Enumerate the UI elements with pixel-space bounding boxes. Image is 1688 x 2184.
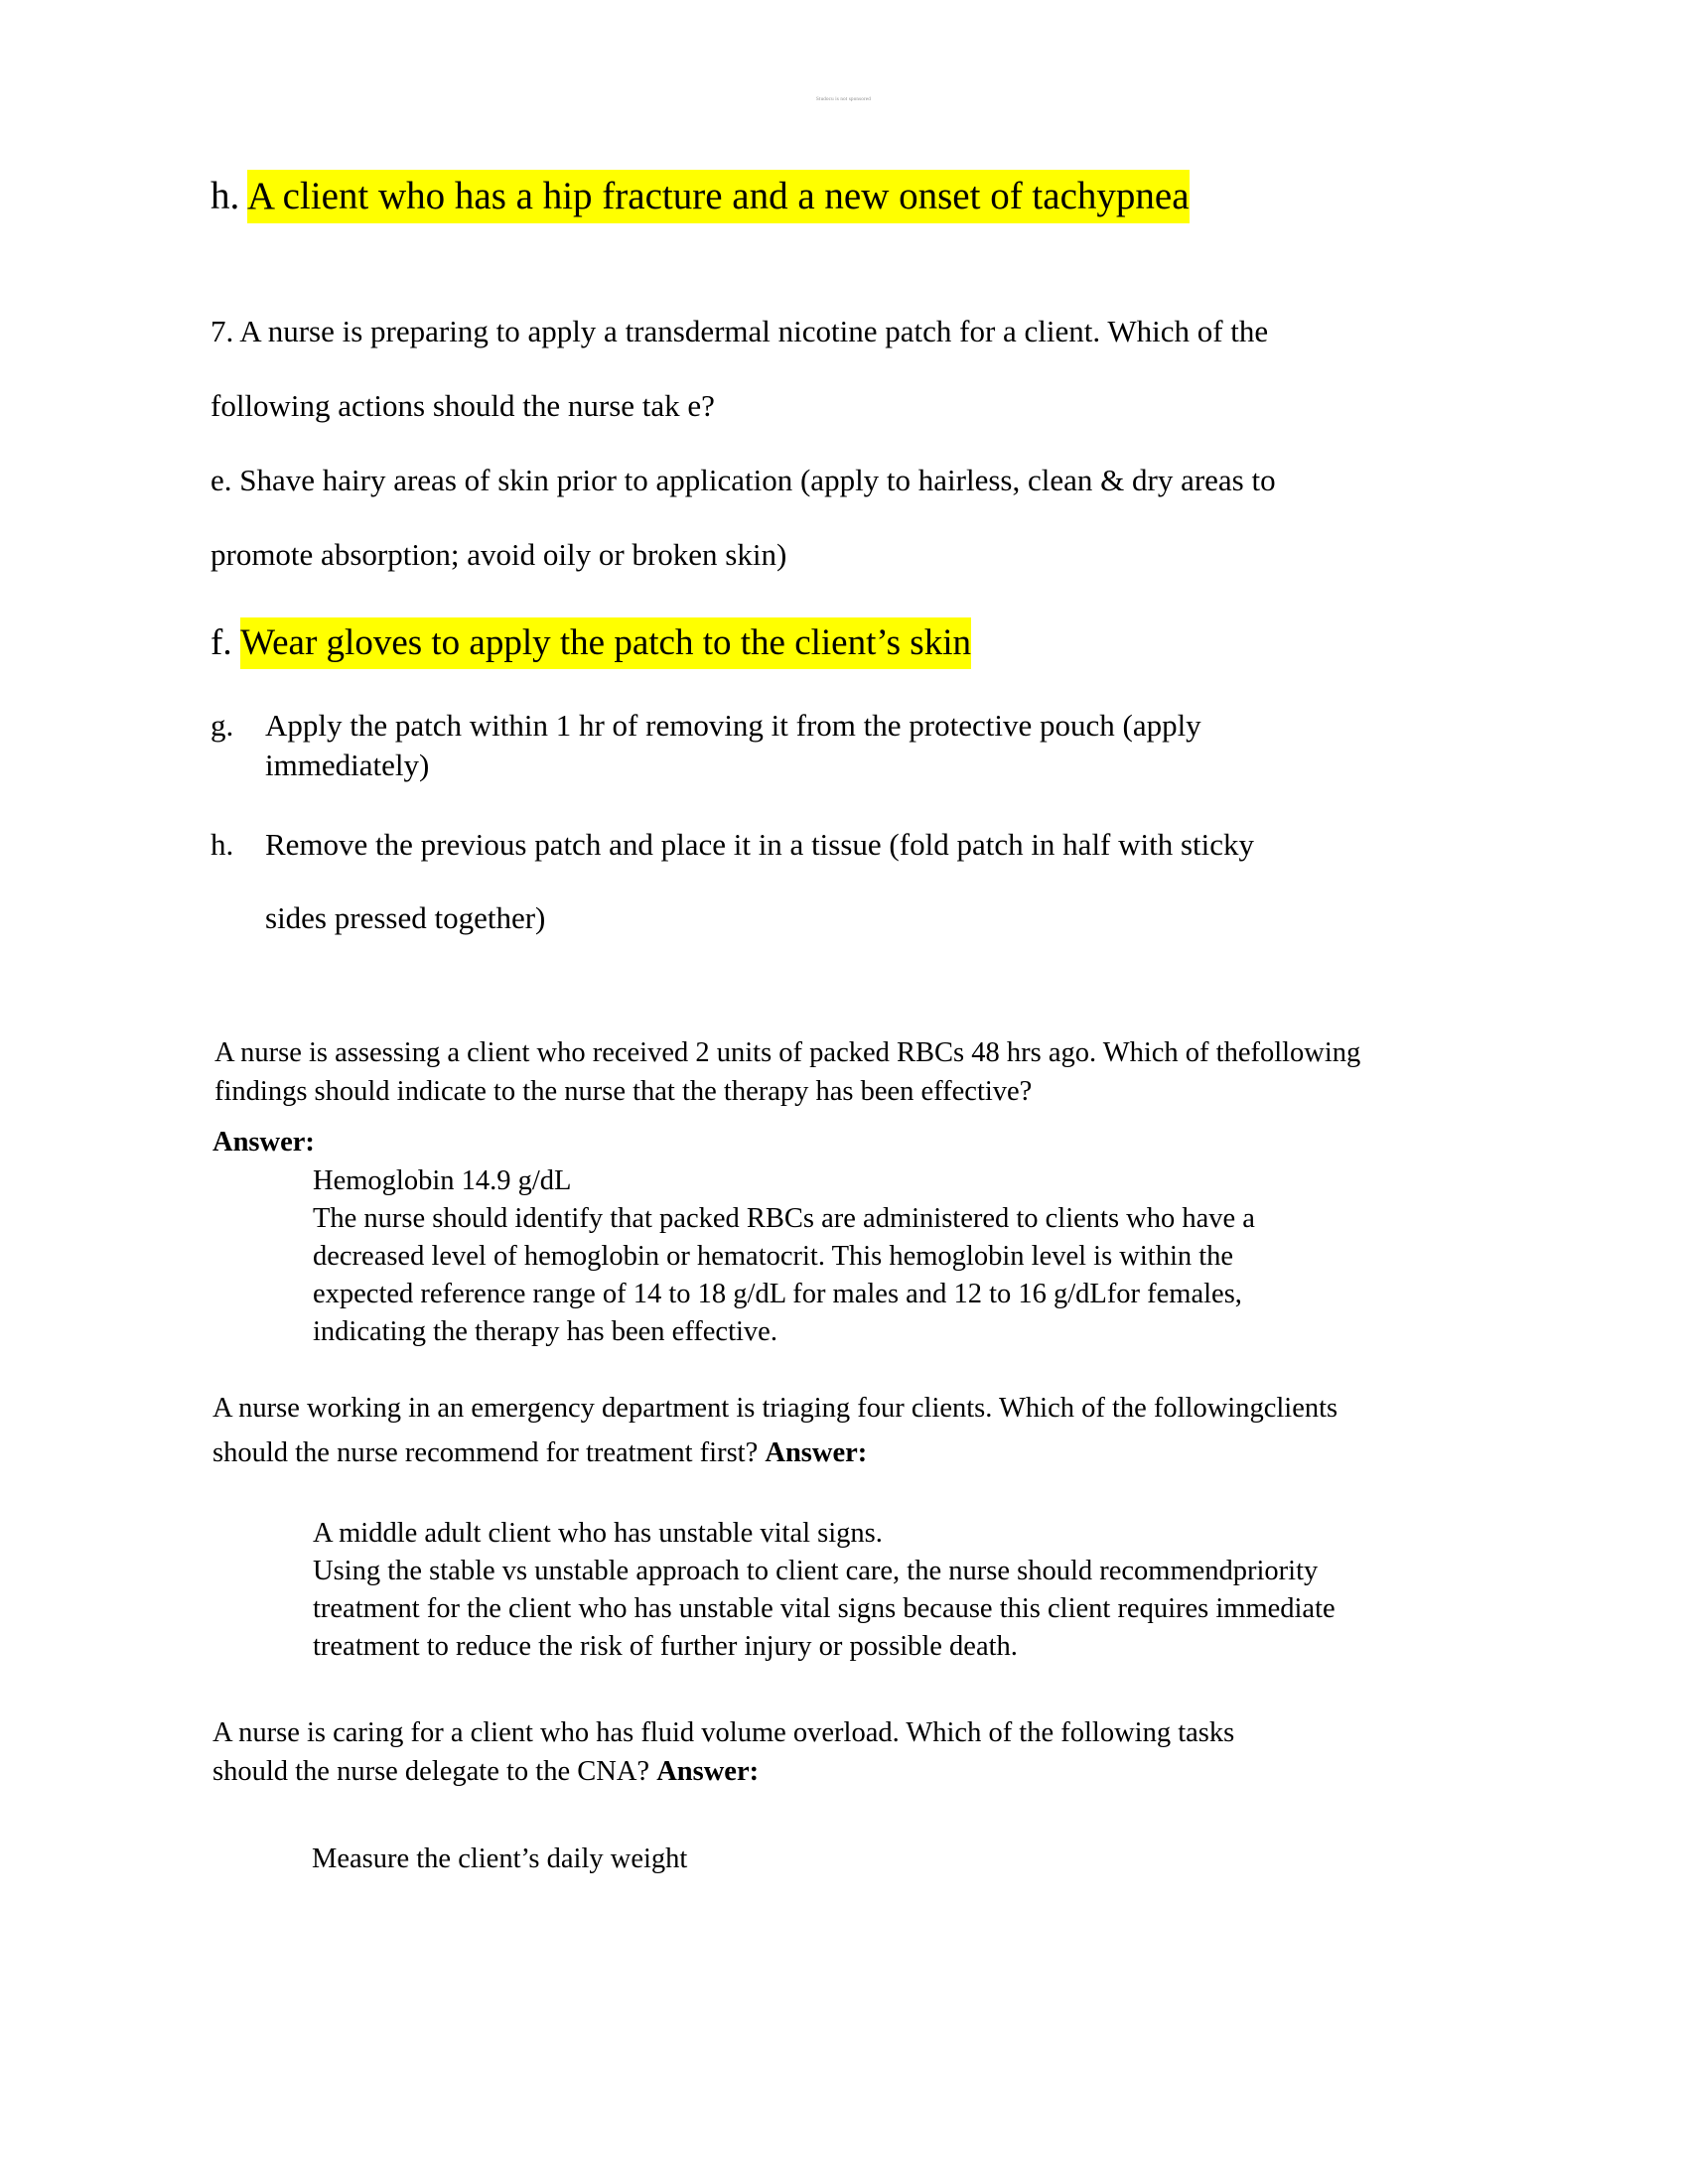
fluid-answer: Measure the client’s daily weight <box>312 1843 688 1874</box>
rbc-rationale-line-4: indicating the therapy has been effective. <box>313 1316 777 1347</box>
question-text: A nurse is preparing to apply a transdermal nicotine patch for a client. Which of the <box>239 314 1269 348</box>
fluid-question-line-2: should the nurse delegate to the CNA? Answer: <box>212 1756 760 1787</box>
rbc-answer: Hemoglobin 14.9 g/dL <box>313 1165 572 1196</box>
highlighted-answer: A client who has a hip fracture and a new onset of tachypnea <box>247 170 1190 223</box>
ed-question-line-1: A nurse working in an emergency department is triaging four clients. Which of the followingclients <box>212 1393 1338 1424</box>
rbc-question-line-1: A nurse is assessing a client who received 2 units of packed RBCs 48 hrs ago. Which of thefollowing <box>214 1037 1361 1068</box>
rbc-rationale-line-3: expected reference range of 14 to 18 g/dL for males and 12 to 16 g/dLfor females, <box>313 1279 1242 1309</box>
option-h-line-2: sides pressed together) <box>265 900 546 935</box>
rbc-question-line-2: findings should indicate to the nurse that the therapy has been effective? <box>214 1076 1033 1107</box>
question7-line-2: following actions should the nurse tak e? <box>211 388 715 423</box>
ed-answer-label: Answer: <box>765 1437 868 1468</box>
page-header: Studocu is not sponsored <box>816 97 871 102</box>
ed-rationale-line-3: treatment to reduce the risk of further injury or possible death. <box>313 1631 1018 1662</box>
ed-answer: A middle adult client who has unstable vital signs. <box>313 1518 883 1549</box>
option-h-line-1: Remove the previous patch and place it in a tissue (fold patch in half with sticky <box>265 827 1255 862</box>
option-e-line-1 <box>211 465 1276 495</box>
fluid-answer-label: Answer: <box>656 1756 760 1787</box>
highlighted-answer: Wear gloves to apply the patch to the client’s skin <box>240 617 971 669</box>
prev-item-h <box>211 177 1190 215</box>
ed-question-line-2: should the nurse recommend for treatment first? Answer: <box>212 1437 868 1468</box>
option-label: e. <box>211 463 232 497</box>
rbc-rationale-line-2: decreased level of hemoglobin or hematocrit. This hemoglobin level is within the <box>313 1241 1234 1272</box>
option-label: f. <box>211 622 232 663</box>
ed-rationale-line-1: Using the stable vs unstable approach to client care, the nurse should recommendpriority <box>313 1556 1319 1586</box>
question-number: 7. <box>211 314 234 348</box>
ed-rationale-line-2: treatment for the client who has unstable vital signs because this client requires immediate <box>313 1593 1336 1624</box>
rbc-answer-label: Answer: <box>212 1127 315 1158</box>
option-f <box>211 624 971 661</box>
option-g-line-2: immediately) <box>265 748 430 782</box>
option-g-line-1: Apply the patch within 1 hr of removing it from the protective pouch (apply <box>265 708 1201 743</box>
option-text: Shave hairy areas of skin prior to application (apply to hairless, clean & dry areas to <box>239 463 1276 497</box>
option-g-label: g. <box>211 708 234 743</box>
question7-line-1 <box>211 316 1268 346</box>
option-e-line-2: promote absorption; avoid oily or broken skin) <box>211 537 787 572</box>
item-label: h. <box>211 175 240 217</box>
rbc-rationale-line-1: The nurse should identify that packed RBCs are administered to clients who have a <box>313 1203 1255 1234</box>
fluid-question-line-1: A nurse is caring for a client who has fluid volume overload. Which of the following tasks <box>212 1717 1235 1748</box>
option-h-label: h. <box>211 827 234 862</box>
